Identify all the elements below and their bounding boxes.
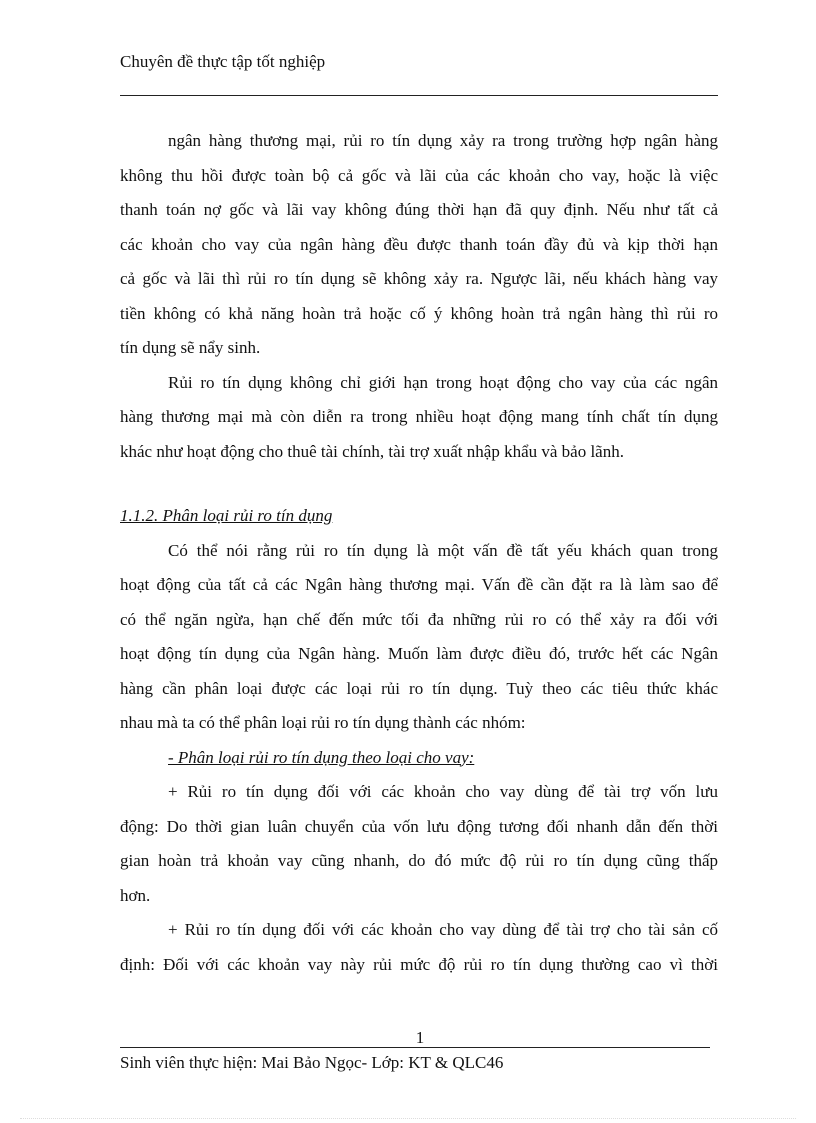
paragraph-line: có thể ngăn ngừa, hạn chế đến mức tối đa những rủi ro có thể xảy ra đối với <box>120 609 718 629</box>
section-heading: 1.1.2. Phân loại rủi ro tín dụng <box>120 506 333 525</box>
footer-divider <box>120 1047 710 1048</box>
subheading: - Phân loại rủi ro tín dụng theo loại cho vay: <box>168 747 475 767</box>
paragraph-line: động: Do thời gian luân chuyển của vốn lưu động tương đối nhanh dẫn đến thời <box>120 816 718 836</box>
paragraph-line: thanh toán nợ gốc và lãi vay không đúng thời hạn đã quy định. Nếu như tất cả <box>120 200 718 219</box>
paragraph-line: hàng cần phân loại được các loại rủi ro tín dụng. Tuỳ theo các tiêu thức khác <box>120 678 718 698</box>
paragraph-line: hoạt động của tất cả các Ngân hàng thương mại. Vấn đề cần đặt ra là làm sao để <box>120 575 718 594</box>
paragraph-line: hàng thương mại mà còn diễn ra trong nhiều hoạt động mang tính chất tín dụng <box>120 407 718 426</box>
paragraph-line: định: Đối với các khoản vay này rủi mức độ rủi ro tín dụng thường cao vì thời <box>120 954 718 974</box>
header-divider <box>120 95 718 96</box>
paragraph-line: tín dụng sẽ nẩy sinh. <box>120 338 261 357</box>
paragraph-line: tiền không có khả năng hoàn trả hoặc cố ý không hoàn trả ngân hàng thì rủi ro <box>120 303 718 323</box>
paragraph-line: cả gốc và lãi thì rủi ro tín dụng sẽ không xảy ra. Ngược lãi, nếu khách hàng vay <box>120 269 718 288</box>
paragraph-line: hoạt động tín dụng của Ngân hàng. Muốn làm được điều đó, trước hết các Ngân <box>120 644 718 663</box>
paragraph-line: + Rủi ro tín dụng đối với các khoản cho vay dùng để tài trợ cho tài sản cố <box>168 920 718 939</box>
document-body <box>120 124 718 982</box>
paragraph-line: nhau mà ta có thể phân loại rủi ro tín dụng thành các nhóm: <box>120 713 526 732</box>
paragraph-line: không thu hồi được toàn bộ cả gốc và lãi của các khoản cho vay, hoặc là việc <box>120 165 718 185</box>
paragraph-line: hơn. <box>120 885 151 905</box>
paragraph-line: các khoản cho vay của ngân hàng đều được thanh toán đầy đủ và kịp thời hạn <box>120 234 718 254</box>
paragraph-line: ngân hàng thương mại, rủi ro tín dụng xảy ra trong trường hợp ngân hàng <box>168 131 718 150</box>
paragraph-line: khác như hoạt động cho thuê tài chính, tài trợ xuất nhập khẩu và bảo lãnh. <box>120 441 624 461</box>
paragraph-line: + Rủi ro tín dụng đối với các khoản cho vay dùng để tài trợ vốn lưu <box>168 782 718 801</box>
paragraph-line: Rủi ro tín dụng không chỉ giới hạn trong hoạt động cho vay của các ngân <box>168 372 718 392</box>
page-header-title: Chuyên đề thực tập tốt nghiệp <box>120 52 326 71</box>
paragraph-line: Có thể nói rằng rủi ro tín dụng là một vấn đề tất yếu khách quan trong <box>168 540 718 560</box>
page-edge-divider <box>20 1118 796 1119</box>
footer-author: Sinh viên thực hiện: Mai Bảo Ngọc- Lớp: KT & QLC46 <box>120 1053 504 1072</box>
paragraph-line: gian hoàn trả khoản vay cũng nhanh, do đó mức độ rủi ro tín dụng cũng thấp <box>120 851 718 870</box>
page-number: 1 <box>415 1028 425 1047</box>
